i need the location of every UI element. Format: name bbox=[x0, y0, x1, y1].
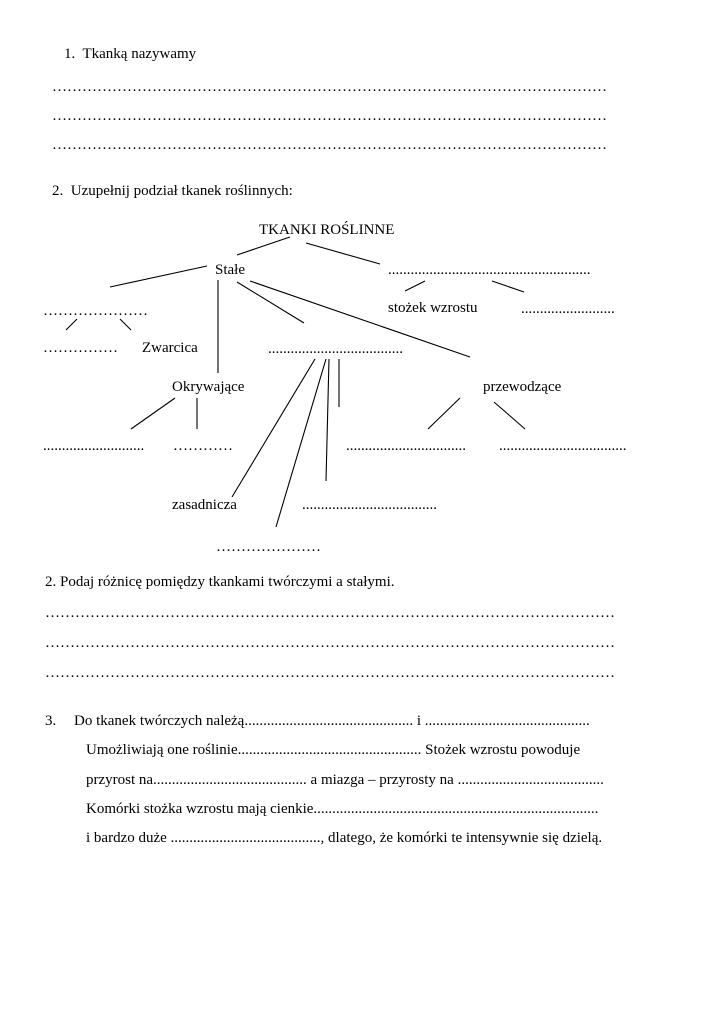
q3-label: 2. Podaj różnicę pomiędzy tkankami twórczymi a stałymi. bbox=[45, 574, 395, 590]
q4-line-3[interactable]: przyrost na......................................... a miazga – przyrosty na ....................................... bbox=[86, 772, 604, 788]
tree-node-przewodzace: przewodzące bbox=[483, 379, 562, 395]
q2-label: 2. Uzupełnij podział tkanek roślinnych: bbox=[52, 183, 293, 199]
tree-node-zwarcica: Zwarcica bbox=[142, 340, 198, 356]
tree-blank-przew-1[interactable]: ................................ bbox=[346, 438, 466, 454]
tree-node-stozek: stożek wzrostu bbox=[388, 300, 478, 316]
q1-answer-line-1[interactable]: ………………………………………………………………………………………………… bbox=[52, 79, 607, 95]
tree-node-okrywajace: Okrywające bbox=[172, 379, 245, 395]
tree-blank-left[interactable]: ………………… bbox=[43, 303, 148, 319]
tree-root: TKANKI ROŚLINNE bbox=[259, 222, 395, 238]
tree-blank-left-child[interactable]: …………… bbox=[43, 340, 118, 356]
tree-node-stale: Stałe bbox=[215, 262, 245, 278]
q3-answer-line-3[interactable]: …………………………………………………………………………………………………… bbox=[45, 665, 615, 681]
tree-blank-middle[interactable]: .................................... bbox=[268, 341, 403, 357]
q1-label: 1. Tkanką nazywamy bbox=[64, 46, 197, 62]
q4-line-1[interactable]: Do tkanek twórczych należą............................................. i ............................................ bbox=[74, 713, 590, 729]
q4-line-4[interactable]: Komórki stożka wzrostu mają cienkie............................................................................ bbox=[86, 801, 599, 817]
tree-node-zasadnicza: zasadnicza bbox=[172, 497, 237, 513]
tree-blank-stozek-sibling[interactable]: ......................... bbox=[521, 301, 615, 317]
tree-blank-przew-2[interactable]: .................................. bbox=[499, 438, 627, 454]
tree-blank-middle-child[interactable]: .................................... bbox=[302, 497, 437, 513]
q3-answer-line-2[interactable]: …………………………………………………………………………………………………… bbox=[45, 635, 615, 651]
tree-blank-okryw-2[interactable]: ………… bbox=[173, 438, 233, 454]
q1-answer-line-2[interactable]: ………………………………………………………………………………………………… bbox=[52, 108, 607, 124]
q4-number: 3. bbox=[45, 713, 57, 729]
q4-line-5[interactable]: i bardzo duże ........................................, dlatego, że komórki te intensywnie się dzielą. bbox=[86, 830, 603, 846]
q3-answer-line-1[interactable]: …………………………………………………………………………………………………… bbox=[45, 605, 615, 621]
tree-blank-bottom[interactable]: ………………… bbox=[216, 539, 321, 555]
tree-blank-okryw-1[interactable]: ........................... bbox=[43, 438, 145, 454]
tree-blank-tworcze[interactable]: ...................................................... bbox=[388, 262, 591, 278]
q1-answer-line-3[interactable]: ………………………………………………………………………………………………… bbox=[52, 137, 607, 153]
q4-line-2[interactable]: Umożliwiają one roślinie................................................. Stożek wzrostu powoduje bbox=[86, 742, 581, 758]
